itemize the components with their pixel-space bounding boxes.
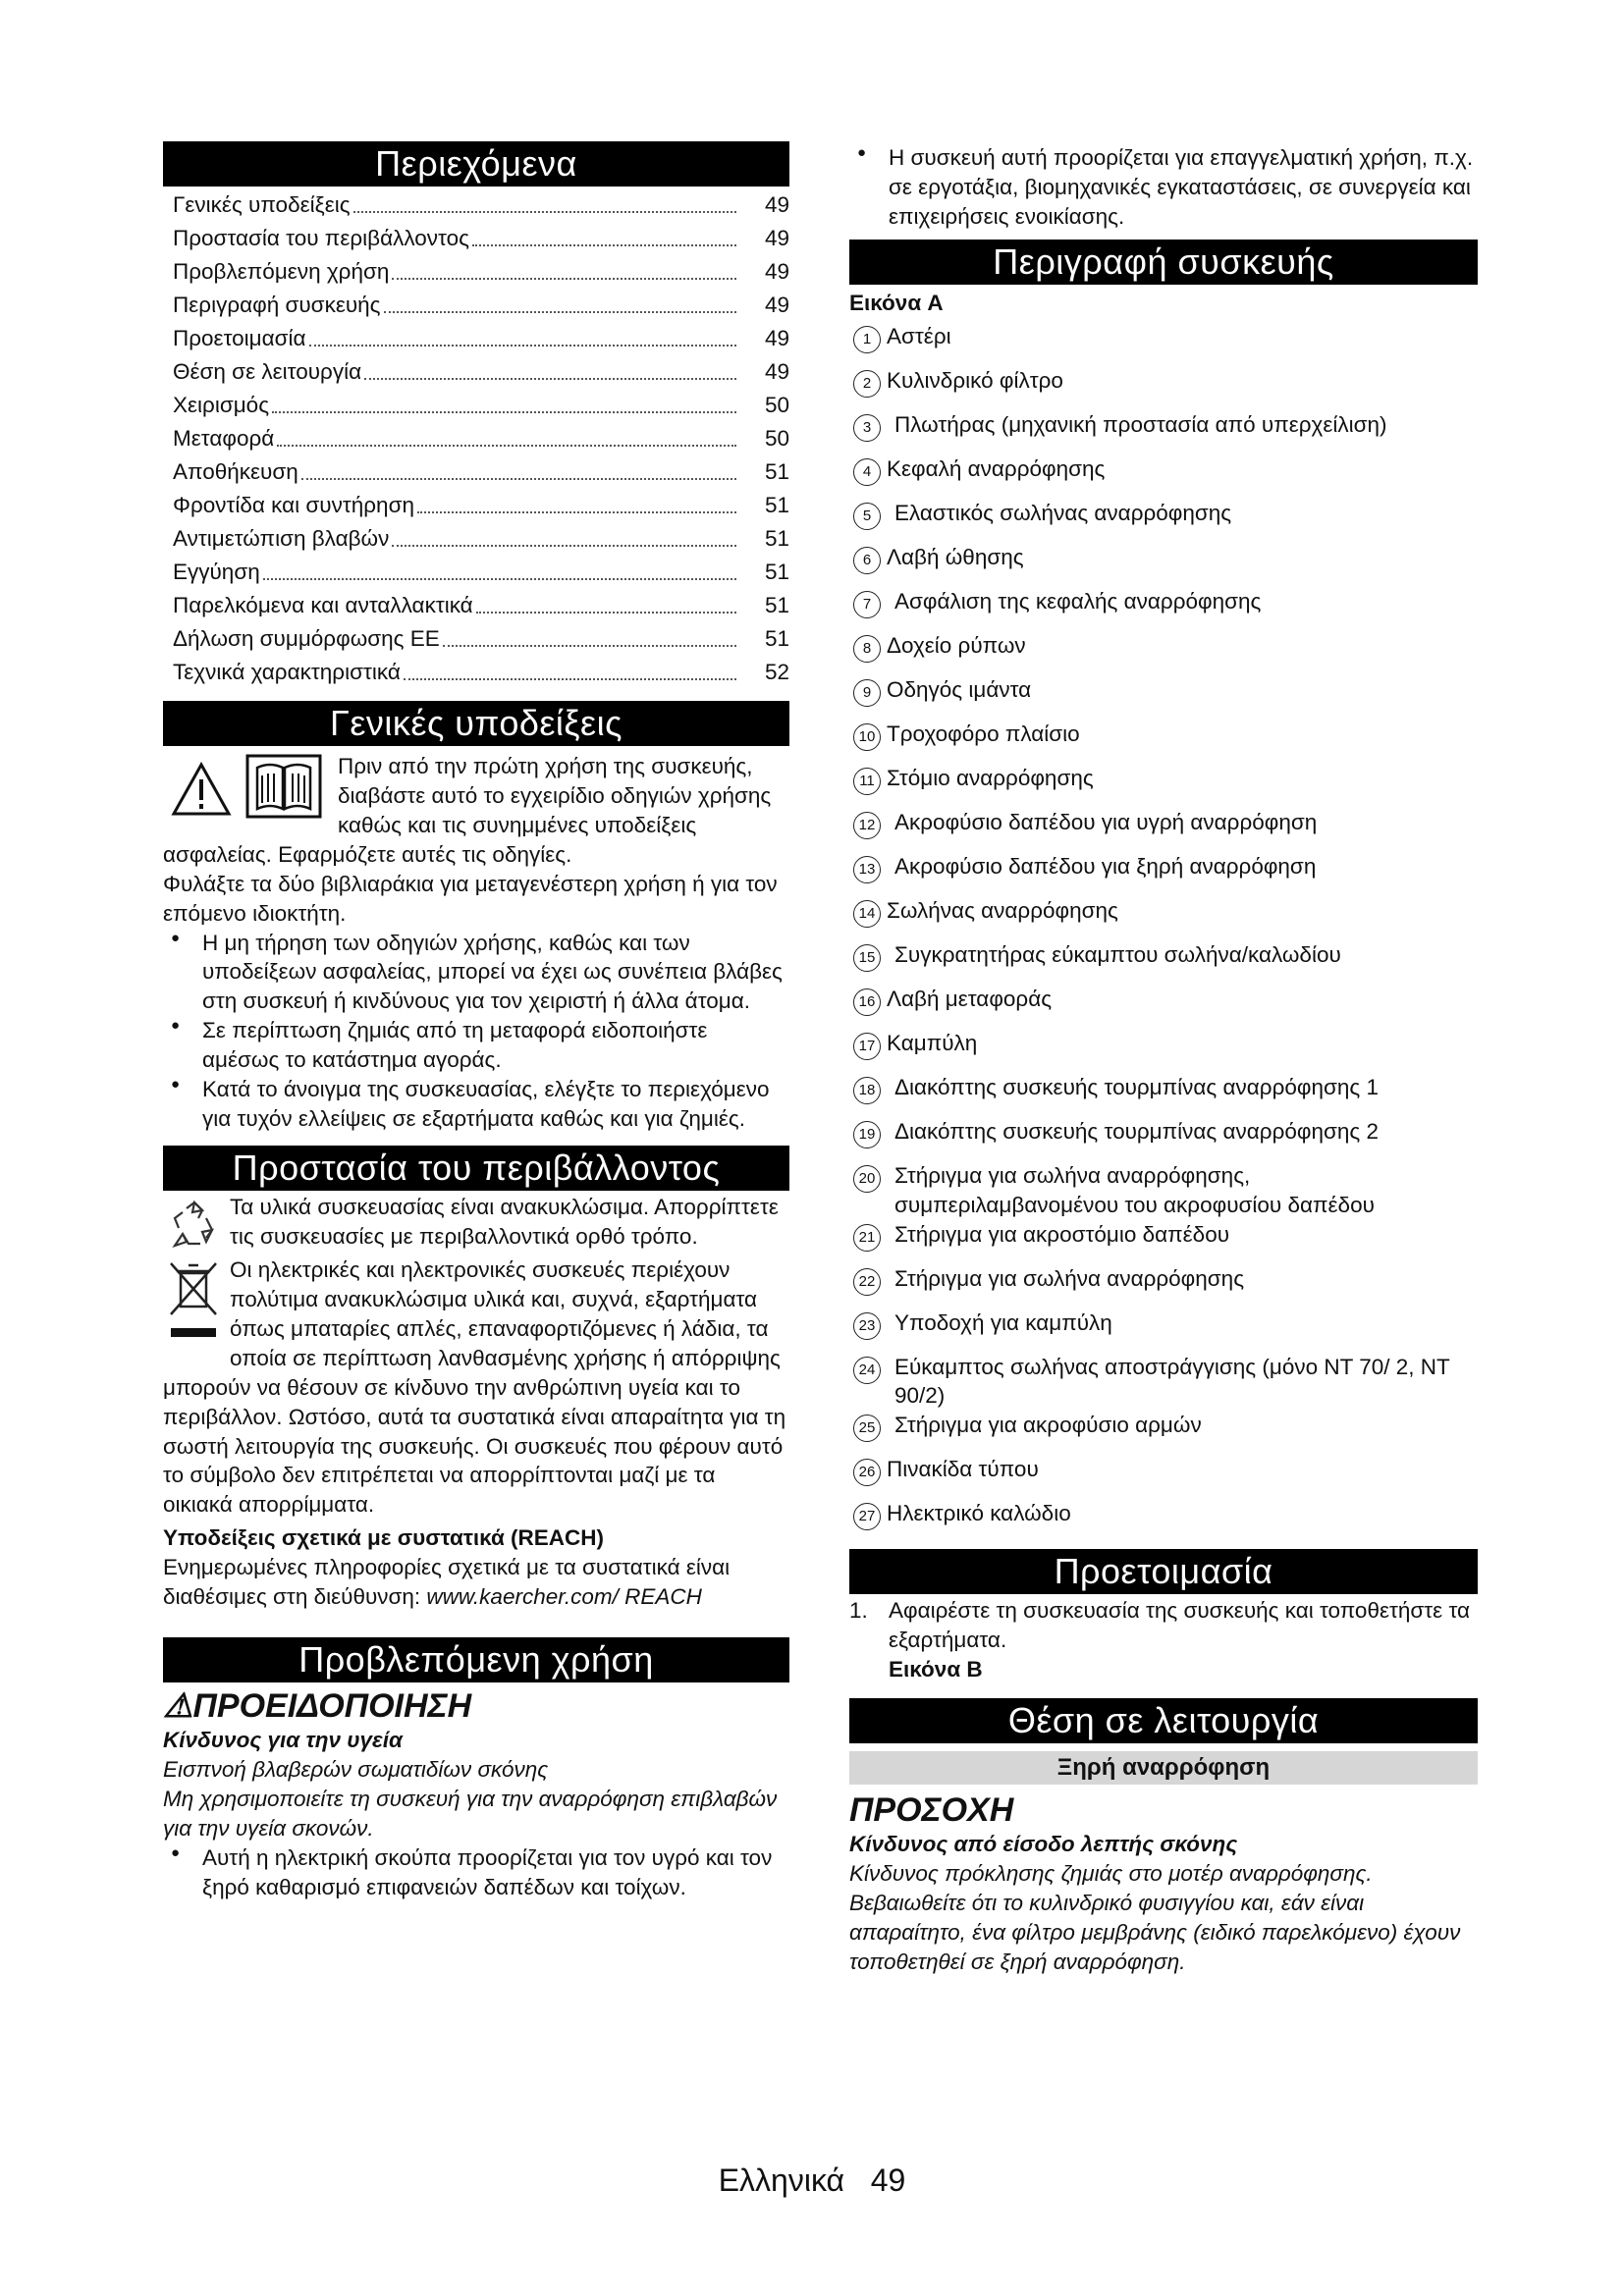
part-item (849, 1264, 1478, 1308)
list-item: ● Σε περίπτωση ζημιάς από τη μεταφορά ειδοποιήστε αμέσως το κατάστημα αγοράς. (163, 1016, 789, 1075)
part-number-badge: 13 (853, 856, 881, 883)
reach-body: Ενημερωμένες πληροφορίες σχετικά με τα συστατικά είναι διαθέσιμες στη διεύθυνση: (163, 1555, 731, 1610)
part-label: Σωλήνας αναρρόφησης (887, 897, 1118, 923)
toc-row[interactable] (163, 587, 789, 620)
toc-label: Παρελκόμενα και ανταλλακτικά (173, 593, 473, 618)
part-item (849, 1117, 1478, 1161)
general-bullets (163, 929, 789, 1134)
part-label: Τροχοφόρο πλαίσιο (887, 721, 1080, 746)
part-number-badge: 3 (853, 414, 881, 442)
figure-a-label: Εικόνα A (849, 290, 944, 315)
intended-use-heading: Προβλεπόμενη χρήση (163, 1637, 789, 1682)
recycle-text: Τα υλικά συσκευασίας είναι ανακυκλώσιμα. Απορρίπτετε τις συσκευασίες με περιβαλλοντικά ορθό τρόπο. (230, 1194, 779, 1249)
toc-page: 49 (764, 293, 789, 318)
toc-row[interactable] (163, 554, 789, 587)
part-number-badge: 4 (853, 458, 881, 486)
part-label: Λαβή ώθησης (887, 544, 1024, 569)
part-label: Ηλεκτρικό καλώδιο (887, 1501, 1071, 1526)
part-number-badge: 8 (853, 635, 881, 663)
step-number: 1. (849, 1598, 868, 1624)
toc-row[interactable] (163, 320, 789, 353)
toc-leader (272, 411, 736, 413)
part-number-badge: 15 (853, 944, 881, 972)
part-label: Ακροφύσιο δαπέδου για ξηρή αναρρόφηση (894, 853, 1317, 879)
part-item (849, 1455, 1478, 1499)
toc-row[interactable] (163, 420, 789, 454)
part-item (849, 454, 1478, 499)
part-label: Ακροφύσιο δαπέδου για υγρή αναρρόφηση (894, 809, 1318, 834)
warning-title (163, 1686, 789, 1726)
part-number-badge: 18 (853, 1077, 881, 1104)
part-number-badge: 16 (853, 988, 881, 1016)
toc-row[interactable] (163, 187, 789, 220)
toc-page: 51 (764, 626, 789, 652)
recycling-icon (167, 1199, 222, 1255)
dry-vacuuming-heading: Ξηρή αναρρόφηση (849, 1751, 1478, 1785)
toc-leader (301, 478, 736, 480)
part-number-badge: 14 (853, 900, 881, 928)
part-number-badge: 7 (853, 591, 881, 618)
parts-list (849, 322, 1478, 1544)
toc-label: Χειρισμός (173, 393, 270, 418)
toc-leader (417, 511, 736, 513)
part-label: Καμπύλη (887, 1030, 978, 1055)
part-number-badge: 6 (853, 547, 881, 574)
caution-title: ΠΡΟΣΟΧΗ (849, 1791, 1014, 1830)
toc-page: 51 (764, 560, 789, 585)
toc-leader (392, 278, 736, 280)
part-item (849, 852, 1478, 896)
part-item (849, 720, 1478, 764)
reach-link[interactable]: www.kaercher.com/ REACH (426, 1584, 702, 1610)
intended-use-section (163, 1686, 789, 1902)
toc-row[interactable] (163, 654, 789, 687)
part-label: Ελαστικός σωλήνας αναρρόφησης (894, 500, 1232, 525)
part-label: Στήριγμα για ακροφύσιο αρμών (894, 1413, 1202, 1438)
reach-title: Υποδείξεις σχετικά με συστατικά (REACH) (163, 1525, 605, 1551)
hazard-text: Εισπνοή βλαβερών σωματιδίων σκόνης (163, 1756, 549, 1782)
part-number-badge: 23 (853, 1312, 881, 1340)
environment-section (163, 1193, 789, 1612)
part-number-badge: 24 (853, 1357, 881, 1384)
toc-leader (364, 378, 736, 380)
toc-label: Φροντίδα και συντήρηση (173, 493, 414, 518)
part-number-badge: 5 (853, 503, 881, 530)
part-label: Εύκαμπτος σωλήνας αποστράγγισης (μόνο NT 70/ 2, NT 90/2) (894, 1354, 1450, 1409)
toc-label: Αντιμετώπιση βλαβών (173, 526, 390, 552)
toc-row[interactable] (163, 287, 789, 320)
part-item (849, 985, 1478, 1029)
part-label: Στήριγμα για ακροστόμιο δαπέδου (894, 1221, 1230, 1247)
part-number-badge: 27 (853, 1503, 881, 1530)
weee-text: Οι ηλεκτρικές και ηλεκτρονικές συσκευές περιέχουν πολύτιμα ανακυκλώσιμα υλικά και, συχνά, εξαρτήματα όπως μπαταρίες απλές, επαναφορτιζόμενες ή λάδια, τα οποία σε περίπτωση λανθασμένης χρήσης ή απόρριψης μπορούν να θέσουν σε κίνδυνο την ανθρώπινη υγεία και το περιβάλλον. Ωστόσο, αυτά τα συστατικά είναι απαραίτητα για τη σωστή λειτουργία της συσκευής. Οι συσκευές που φέρουν αυτό το σύμβολο δεν επιτρέπεται να απορρίπτονται μαζί με τα οικιακά απορρίμματα. (163, 1256, 786, 1518)
part-item (849, 587, 1478, 631)
part-label: Διακόπτης συσκευής τουρμπίνας αναρρόφησης 2 (894, 1118, 1380, 1144)
part-item (849, 631, 1478, 675)
hazard-advice: Μη χρησιμοποιείτε τη συσκευή για την αναρρόφηση επιβλαβών για την υγεία σκονών. (163, 1786, 778, 1841)
toc-label: Δήλωση συμμόρφωσης ΕΕ (173, 626, 440, 652)
part-label: Αστέρι (887, 323, 951, 348)
toc-leader (476, 612, 736, 614)
toc-label: Προστασία του περιβάλλοντος (173, 226, 469, 251)
part-label: Στήριγμα για σωλήνα αναρρόφησης, συμπεριλαμβανομένου του ακροφυσίου δαπέδου (894, 1162, 1375, 1217)
part-item (849, 1499, 1478, 1543)
toc-leader (309, 345, 736, 347)
part-item (849, 1308, 1478, 1353)
part-number-badge: 2 (853, 370, 881, 398)
warning-manual-icons (163, 752, 338, 823)
preparation-step (849, 1596, 1478, 1684)
toc-page: 49 (764, 359, 789, 385)
reach-text (163, 1553, 789, 1612)
toc-label: Περιγραφή συσκευής (173, 293, 381, 318)
part-item (849, 366, 1478, 410)
table-of-contents (163, 187, 789, 687)
part-item (849, 675, 1478, 720)
toc-label: Γενικές υποδείξεις (173, 192, 351, 218)
part-item (849, 1161, 1478, 1220)
toc-page: 51 (764, 493, 789, 518)
part-label: Υποδοχή για καμπύλη (894, 1309, 1112, 1335)
toc-page: 49 (764, 192, 789, 218)
part-item (849, 322, 1478, 366)
toc-page: 51 (764, 526, 789, 552)
part-number-badge: 26 (853, 1459, 881, 1486)
part-number-badge: 20 (853, 1165, 881, 1193)
toc-page: 51 (764, 593, 789, 618)
part-label: Λαβή μεταφοράς (887, 986, 1053, 1011)
general-section (163, 752, 789, 1134)
part-number-badge: 19 (853, 1121, 881, 1148)
part-item (849, 896, 1478, 940)
toc-page: 52 (764, 660, 789, 685)
part-number-badge: 9 (853, 679, 881, 707)
list-item: ● Κατά το άνοιγμα της συσκευασίας, ελέγξτε το περιεχόμενο για τυχόν ελλείψεις σε εξαρτήματα καθώς και για ζημιές. (163, 1075, 789, 1134)
part-label: Πλωτήρας (μηχανική προστασία από υπερχείλιση) (894, 411, 1387, 437)
part-label: Συγκρατητήρας εύκαμπτου σωλήνα/καλωδίου (894, 941, 1341, 967)
toc-leader (404, 678, 736, 680)
part-number-badge: 12 (853, 812, 881, 839)
footer-language: Ελληνικά (718, 2163, 845, 2198)
toc-leader (263, 578, 736, 580)
list-item: ● Η συσκευή αυτή προορίζεται για επαγγελματική χρήση, π.χ. σε εργοτάξια, βιομηχανικές εγκαταστάσεις, σε συνεργεία και επιχειρήσεις ενοικίασης. (849, 143, 1478, 232)
toc-page: 49 (764, 226, 789, 251)
warning-icon: ⚠ (163, 1687, 193, 1726)
warning-label: ΠΡΟΕΙΔΟΠΟΙΗΣΗ (192, 1687, 472, 1726)
part-item (849, 543, 1478, 587)
toc-row[interactable] (163, 487, 789, 520)
toc-label: Αποθήκευση (173, 459, 298, 485)
toc-leader (384, 311, 736, 313)
part-label: Ασφάλιση της κεφαλής αναρρόφησης (894, 588, 1262, 614)
toc-label: Θέση σε λειτουργία (173, 359, 362, 385)
part-item (849, 1029, 1478, 1073)
part-label: Στήριγμα για σωλήνα αναρρόφησης (894, 1265, 1245, 1291)
toc-page: 50 (764, 393, 789, 418)
read-manual-icon (245, 754, 322, 819)
part-label: Οδηγός ιμάντα (887, 676, 1032, 702)
toc-row[interactable] (163, 253, 789, 287)
part-item (849, 1353, 1478, 1412)
toc-page: 49 (764, 259, 789, 285)
toc-label: Προβλεπόμενη χρήση (173, 259, 390, 285)
part-item (849, 940, 1478, 985)
startup-heading: Θέση σε λειτουργία (849, 1698, 1478, 1743)
figure-b-label: Εικόνα B (889, 1657, 983, 1682)
toc-row[interactable] (163, 620, 789, 654)
page-footer (0, 2160, 1624, 2202)
toc-row[interactable] (163, 353, 789, 387)
part-item (849, 808, 1478, 852)
part-label: Δοχείο ρύπων (887, 632, 1026, 658)
part-item (849, 1073, 1478, 1117)
intended-use-bullets-continued (849, 143, 1478, 232)
part-number-badge: 21 (853, 1224, 881, 1252)
device-heading: Περιγραφή συσκευής (849, 240, 1478, 285)
preparation-heading: Προετοιμασία (849, 1549, 1478, 1594)
right-column (849, 143, 1478, 1977)
toc-row[interactable] (163, 220, 789, 253)
intended-use-bullets (163, 1843, 789, 1902)
toc-row[interactable] (163, 454, 789, 487)
part-item (849, 499, 1478, 543)
toc-label: Τεχνικά χαρακτηριστικά (173, 660, 401, 685)
general-intro: Πριν από την πρώτη χρήση της συσκευής, διαβάστε αυτό το εγχειρίδιο οδηγιών χρήσης καθώς και τις συνημμένες υποδείξεις ασφαλείας. Εφαρμόζετε αυτές τις οδηγίες. (163, 754, 772, 867)
part-item (849, 764, 1478, 808)
part-number-badge: 11 (853, 768, 881, 795)
startup-section (849, 1790, 1478, 1977)
part-number-badge: 25 (853, 1415, 881, 1442)
toc-leader (472, 244, 736, 246)
part-item (849, 410, 1478, 454)
toc-leader (392, 545, 736, 547)
part-item (849, 1220, 1478, 1264)
toc-page: 49 (764, 326, 789, 351)
part-number-badge: 1 (853, 326, 881, 353)
toc-leader (443, 645, 736, 647)
warning-triangle-icon (171, 762, 232, 817)
part-label: Κυλινδρικό φίλτρο (887, 367, 1063, 393)
toc-leader (353, 211, 736, 213)
part-label: Στόμιο αναρρόφησης (887, 765, 1094, 790)
step-text: Αφαιρέστε τη συσκευασία της συσκευής και τοποθετήστε τα εξαρτήματα. (889, 1598, 1471, 1653)
toc-label: Εγγύηση (173, 560, 260, 585)
part-number-badge: 17 (853, 1033, 881, 1060)
environment-heading: Προστασία του περιβάλλοντος (163, 1146, 789, 1191)
caution-text: Κίνδυνος πρόκλησης ζημιάς στο μοτέρ αναρρόφησης. Βεβαιωθείτε ότι το κυλινδρικό φυσιγγίου και, εάν είναι απαραίτητο, ένα φίλτρο μεμβράνης (ειδικό παρελκόμενο) έχουν τοποθετηθεί σε ξηρή αναρρόφηση. (849, 1861, 1461, 1974)
toc-label: Μεταφορά (173, 426, 275, 452)
toc-page: 50 (764, 426, 789, 452)
toc-row[interactable] (163, 387, 789, 420)
part-number-badge: 22 (853, 1268, 881, 1296)
page-number: 49 (870, 2163, 906, 2198)
toc-leader (277, 445, 736, 447)
toc-label: Προετοιμασία (173, 326, 306, 351)
list-item: ● Η μη τήρηση των οδηγιών χρήσης, καθώς και των υποδείξεων ασφαλείας, μπορεί να έχει ως συνέπεια βλάβες στη συσκευή ή κινδύνους για τον χειριστή ή άλλα άτομα. (163, 929, 789, 1017)
part-item (849, 1411, 1478, 1455)
hazard-title: Κίνδυνος για την υγεία (163, 1728, 403, 1753)
contents-heading: Περιεχόμενα (163, 141, 789, 187)
toc-page: 51 (764, 459, 789, 485)
list-item: ● Αυτή η ηλεκτρική σκούπα προορίζεται για τον υγρό και τον ξηρό καθαρισμό επιφανειών δαπέδων και τοίχων. (163, 1843, 789, 1902)
crossed-bin-icon (167, 1259, 222, 1348)
left-column (163, 141, 789, 1902)
part-label: Πινακίδα τύπου (887, 1457, 1039, 1482)
general-keep: Φυλάξτε τα δύο βιβλιαράκια για μεταγενέστερη χρήση ή για τον επόμενο ιδιοκτήτη. (163, 871, 778, 926)
general-heading: Γενικές υποδείξεις (163, 701, 789, 746)
toc-row[interactable] (163, 520, 789, 554)
part-label: Κεφαλή αναρρόφησης (887, 455, 1106, 481)
caution-hazard: Κίνδυνος από είσοδο λεπτής σκόνης (849, 1832, 1238, 1857)
part-label: Διακόπτης συσκευής τουρμπίνας αναρρόφησης 1 (894, 1074, 1380, 1099)
part-number-badge: 10 (853, 723, 881, 751)
